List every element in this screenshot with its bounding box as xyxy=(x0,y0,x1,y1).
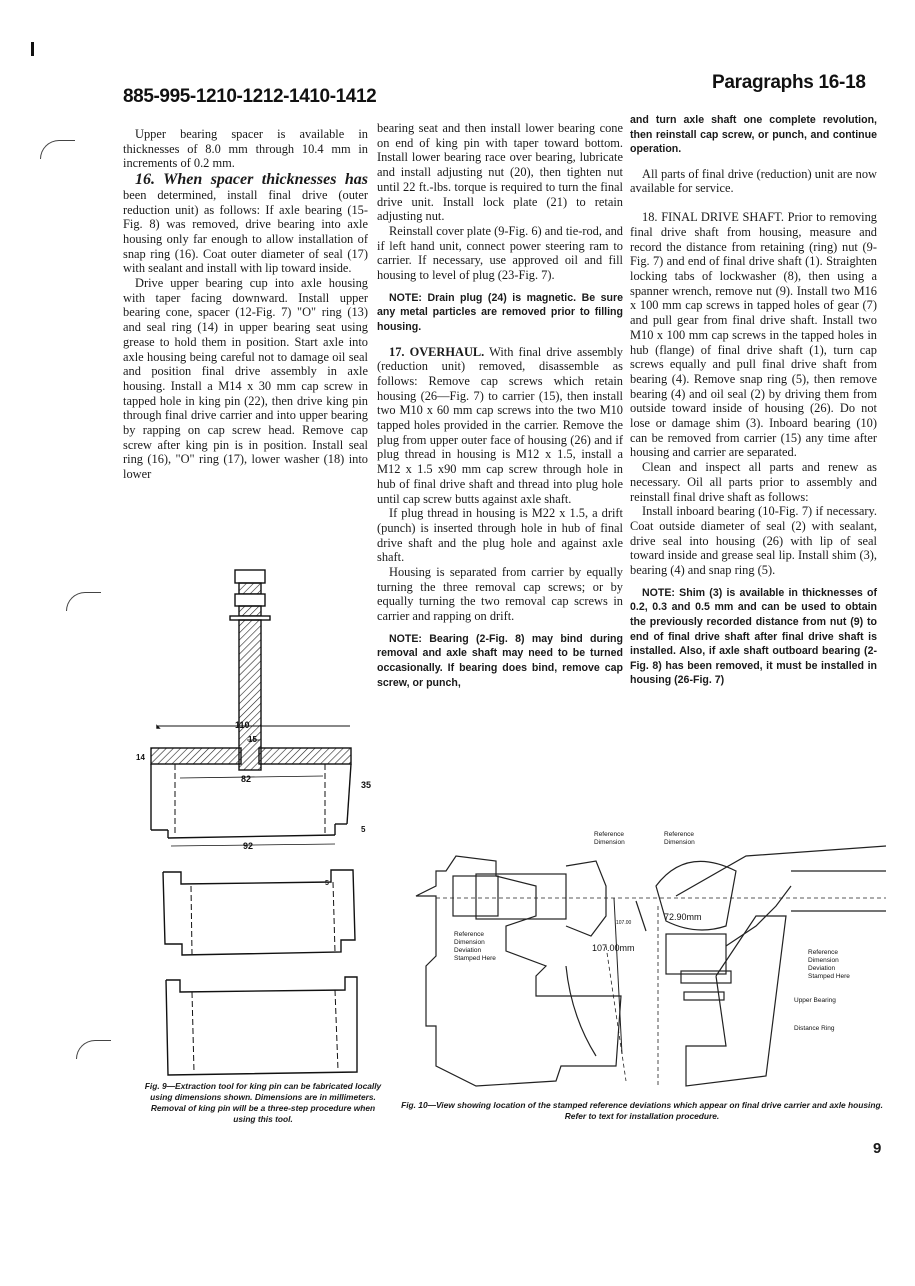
label-72mm: 72.90mm xyxy=(664,912,702,922)
label-ref-dim-2b: Dimension xyxy=(664,839,695,846)
dim-inner: 82 xyxy=(241,774,252,784)
dim-thickness: 14 xyxy=(136,753,145,762)
paragraph: Reinstall cover plate (9-Fig. 6) and tie-rod, and if left hand unit, connect power steering ram to carrier. If necessary, use approved oil and fill housing to level of plug (23-Fig. 7). xyxy=(377,223,623,283)
dim-step: 5 xyxy=(361,825,366,834)
note-drain-plug: NOTE: Drain plug (24) is magnetic. Be sure any metal particles are removed prior to filling housing. xyxy=(377,291,623,333)
dim-slot: 15 xyxy=(248,735,257,744)
paragraph-18 xyxy=(630,210,877,460)
label-dev-right-2: Dimension xyxy=(808,957,839,964)
scan-artifact xyxy=(66,592,101,611)
figure-10-reference-deviations xyxy=(396,826,886,1096)
figure-9-caption: Fig. 9—Extraction tool for king pin can be fabricated locally using dimensions shown. Dimensions are in millimeters. Removal of king pin will be a three-step procedure when using this tool. xyxy=(144,1081,382,1124)
label-ref-dim-1: Reference xyxy=(594,831,624,838)
figure-9-extraction-tool xyxy=(135,560,385,1080)
paragraph: bearing seat and then install lower bearing cone on end of king pin with taper toward bottom. Install lower bearing race over bearing, lubricate and install adjusting nut (20), then tighten nut until 22 ft.-lbs. torque is required to turn the final drive unit. Install lock plate (21) to retain adjusting nut. xyxy=(377,121,623,224)
model-numbers-header: 885-995-1210-1212-1410-1412 xyxy=(123,86,377,107)
text-column-1 xyxy=(123,127,368,482)
carrier-illustration xyxy=(416,856,646,1086)
paragraph-body: been determined, install final drive (outer reduction unit) as follows: If axle bearing (15-Fig. 8) was removed, drive bearing into axle housing only far enough to allow installation of snap ring (16). Coat outer diameter of seal (17) with sealant and install with lip toward inside. xyxy=(123,187,368,276)
section-heading-18: 18. FINAL DRIVE SHAFT. xyxy=(642,210,784,225)
note-bearing-bind: NOTE: Bearing (2-Fig. 8) may bind during removal and axle shaft may need to be turned occasionally. If bearing does bind, remove cap screw, or punch, xyxy=(377,632,623,689)
top-plate xyxy=(136,720,371,851)
dim-overall: 110 xyxy=(235,720,250,730)
paragraphs-header: Paragraphs 16-18 xyxy=(712,72,866,93)
label-dev-right-1: Reference xyxy=(808,949,838,956)
middle-piece xyxy=(163,870,355,955)
page-number: 9 xyxy=(873,1140,882,1157)
paragraph: Clean and inspect all parts and renew as necessary. Oil all parts prior to assembly and reinstall final drive shaft as follows: xyxy=(630,460,877,504)
label-ref-dim-2: Reference xyxy=(664,831,694,838)
paragraph: Install inboard bearing (10-Fig. 7) if necessary. Coat outside diameter of seal (2) with sealant, drive seal into housing (26) with lip of seal toward inside and grease seal lip. Install shim (3), bearing (4) and snap ring (5). xyxy=(630,504,877,578)
label-107mm: 107.00mm xyxy=(592,943,635,953)
dim-height: 35 xyxy=(361,780,372,790)
paragraph-17 xyxy=(377,345,623,507)
paragraph-body: With final drive assembly (reduction unit) removed, disassemble as follows: Remove cap screws which retain housing (26—Fig. 7) to carrier (15), then install two M10 x 60 mm cap screws into the two M10 tapped holes provided in the carrier. Remove the plug from upper outer face of housing (26) and if plug thread in housing is M12 x 1.5, install a M12 x 1.5 x90 mm cap screw through hole in hub of final drive shaft and thread into plug hole until cap screw butts against axle shaft. xyxy=(377,344,623,506)
figure-10-caption: Fig. 10—View showing location of the stamped reference deviations which appear on final drive carrier and axle housing. Refer to text for installation procedure. xyxy=(401,1100,883,1121)
label-ref-dim-1b: Dimension xyxy=(594,839,625,846)
label-dev-left-4: Stamped Here xyxy=(454,955,496,962)
paragraph: Drive upper bearing cup into axle housing with taper facing downward. Install upper bearing cone, spacer (12-Fig. 7) "O" ring (13) and seal ring (14) in upper bearing seat using grease to hold them in position. Start axle into axle housing being careful not to damage oil seal and position final drive assembly in axle housing. Install a M14 x 30 mm cap screw in tapped hole in king pin (22), then drive king pin through final drive carrier and into upper bearing by rapping on cap screw head. Remove cap screw after king pin is in position. Install seal ring (16), "O" ring (17), lower washer (18) into lower xyxy=(123,276,368,482)
housing-illustration xyxy=(656,846,886,1086)
dim-base: 92 xyxy=(243,841,254,851)
section-heading-16: 16. When spacer thicknesses has xyxy=(135,171,368,189)
dim-step-2: 5 xyxy=(325,880,329,887)
scan-artifact xyxy=(76,1040,111,1059)
scan-artifact xyxy=(40,140,75,159)
label-dev-right-3: Deviation xyxy=(808,965,836,972)
paragraph: If plug thread in housing is M22 x 1.5, a drift (punch) is inserted through hole in hub of final drive shaft and the plug hole and against axle shaft. xyxy=(377,506,623,565)
figure-10-labels xyxy=(454,831,850,1032)
label-107-small: 107.00 xyxy=(616,920,632,926)
binding-mark xyxy=(31,42,34,56)
paragraph: Upper bearing spacer is available in thicknesses of 8.0 mm through 10.4 mm in increments of 0.2 mm. xyxy=(123,127,368,171)
paragraph: Housing is separated from carrier by equally turning the three removal cap screws; or by equally turning the two removal cap screws in carrier and rapping on drift. xyxy=(377,565,623,624)
label-distance-ring: Distance Ring xyxy=(794,1025,835,1032)
text-column-3 xyxy=(630,113,877,688)
label-upper-bearing: Upper Bearing xyxy=(794,997,836,1004)
label-dev-right-4: Stamped Here xyxy=(808,973,850,980)
section-heading-17: 17. OVERHAUL. xyxy=(389,344,485,359)
label-dev-left-2: Dimension xyxy=(454,939,485,946)
paragraph-body: Prior to removing final drive shaft from housing, measure and record the distance from retaining (ring) nut (9-Fig. 7) and end of final drive shaft (1). Straighten locking tabs of lockwasher (8), then using a spanner wrench, remove nut (9). Install two M16 x 100 mm cap screws in tapped holes of gear (7) and pull gear from final drive shaft. Install two M10 x 100 mm cap screws in the tapped holes in hub (flange) of final drive shaft (1), turn cap screws equally and pull final drive shaft from bearing (4). Remove snap ring (5), then remove bearing (4) and oil seal (2) by driving them from outside toward inside of housing (26). Do not lose or damage shim (3). Inboard bearing (10) can be removed from carrier (15) any time after housing and carrier are separated. xyxy=(630,210,877,460)
note-shim: NOTE: Shim (3) is available in thicknesses of 0.2, 0.3 and 0.5 mm and can be used to obtain the previously recorded distance from nut (9) to end of final drive shaft after final drive shaft is installed. Also, if axle shaft outboard bearing (2-Fig. 8) has been removed, it must be installed in housing (26-Fig. 7) xyxy=(630,586,877,687)
paragraph: All parts of final drive (reduction) unit are now available for service. xyxy=(630,166,877,196)
text-column-2 xyxy=(377,121,623,690)
paragraph-16 xyxy=(123,173,368,276)
label-dev-left-1: Reference xyxy=(454,931,484,938)
note-continued: and turn axle shaft one complete revolution, then reinstall cap screw, or punch, and continue operation. xyxy=(630,114,877,156)
bottom-piece xyxy=(166,977,357,1075)
label-dev-left-3: Deviation xyxy=(454,947,482,954)
